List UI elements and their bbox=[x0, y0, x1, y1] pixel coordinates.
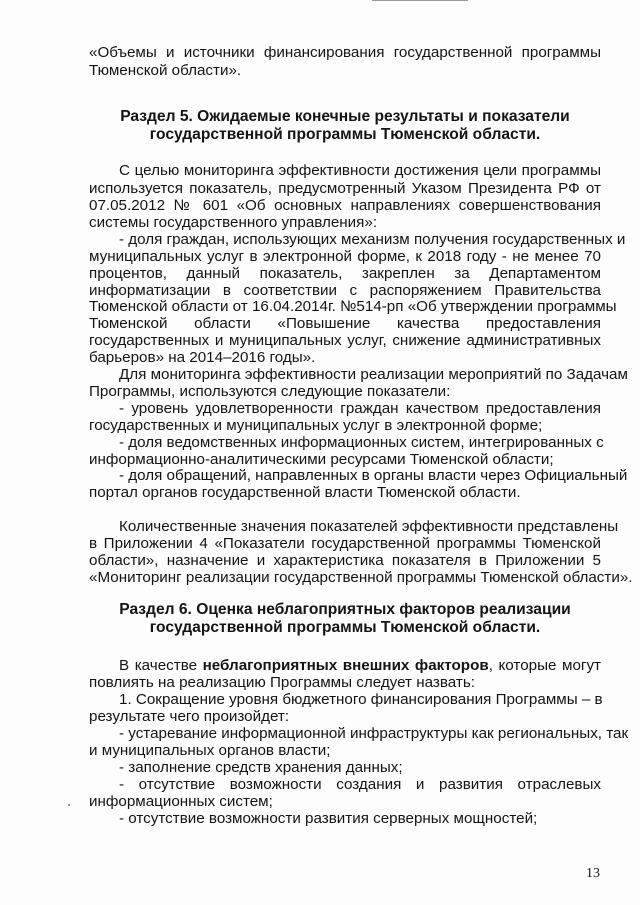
bold-phrase: неблагоприятных внешних факторов bbox=[202, 657, 489, 674]
paragraph-line: С целью мониторинга эффективности достижения цели программы bbox=[119, 162, 601, 179]
intro-line: Тюменской области». bbox=[89, 62, 242, 79]
bullet-line: Тюменской области от 16.04.2014г. №514-рп «Об утверждении программы bbox=[89, 298, 617, 315]
bullet-line: муниципальных услуг в электронной форме, к 2018 году - не менее 70 bbox=[89, 248, 601, 265]
bullet-line: - доля граждан, использующих механизм получения государственных и bbox=[119, 231, 626, 248]
bullet-line: информатизации в соответствии с распоряжением Правительства bbox=[89, 282, 601, 299]
paragraph-line: области», назначение и характеристика показателя в Приложении 5 bbox=[89, 552, 601, 569]
paragraph-line: повлиять на реализацию Программы следует назвать: bbox=[89, 674, 475, 691]
list-item-line: 1. Сокращение уровня бюджетного финансирования Программы – в bbox=[119, 691, 603, 708]
paragraph-line: системы государственного управления»: bbox=[89, 214, 378, 231]
bullet-line: Тюменской области «Повышение качества предоставления bbox=[89, 315, 601, 332]
bullet-line: и муниципальных органов власти; bbox=[89, 742, 331, 759]
bullet-line: информационно-аналитическими ресурсами Тюменской области; bbox=[89, 451, 554, 468]
bullet-line: информационных систем; bbox=[89, 793, 273, 810]
bullet-line: - отсутствие возможности создания и развития отраслевых bbox=[119, 776, 601, 793]
bullet-line: - доля ведомственных информационных систем, интегрированных с bbox=[119, 434, 604, 451]
section5-title: государственной программы Тюменской области. bbox=[149, 126, 541, 143]
section5-title: Раздел 5. Ожидаемые конечные результаты и показатели bbox=[120, 108, 570, 125]
paragraph-line: Количественные значения показателей эффективности представлены bbox=[119, 518, 619, 535]
page-number: 13 bbox=[586, 866, 600, 881]
bullet-line: процентов, данный показатель, закреплен за Департаментом bbox=[89, 265, 601, 282]
scan-speck bbox=[68, 804, 70, 806]
bullet-line: портал органов государственной власти Тюменской области. bbox=[89, 484, 521, 501]
section6-title: Раздел 6. Оценка неблагоприятных факторов реализации bbox=[119, 601, 571, 618]
intro-line: «Объемы и источники финансирования государственной программы bbox=[89, 44, 601, 61]
paragraph-line bbox=[119, 657, 601, 675]
bullet-line: - уровень удовлетворенности граждан качеством предоставления bbox=[119, 400, 601, 417]
bullet-line: - устаревание информационной инфраструктуры как региональных, так bbox=[119, 725, 629, 742]
scan-edge-mark bbox=[372, 0, 468, 1]
bullet-line: - доля обращений, направленных в органы власти через Официальный bbox=[119, 467, 628, 484]
section6-title: государственной программы Тюменской области. bbox=[149, 619, 541, 636]
bullet-line: барьеров» на 2014–2016 годы». bbox=[89, 349, 316, 366]
bullet-line: - отсутствие возможности развития серверных мощностей; bbox=[119, 810, 538, 827]
paragraph-line: 07.05.2012 № 601 «Об основных направлениях совершенствования bbox=[89, 197, 601, 214]
paragraph-line: в Приложении 4 «Показатели государственной программы Тюменской bbox=[89, 535, 601, 552]
text-run: , которые могут bbox=[488, 657, 601, 674]
paragraph-line: «Мониторинг реализации государственной программы Тюменской области». bbox=[89, 569, 633, 586]
bullet-line: государственных и муниципальных услуг, снижение административных bbox=[89, 332, 601, 349]
bullet-line: государственных и муниципальных услуг в электронной форме; bbox=[89, 417, 543, 434]
paragraph-line: Для мониторинга эффективности реализации мероприятий по Задачам bbox=[119, 366, 628, 383]
text-run: В качестве bbox=[119, 657, 203, 674]
paragraph-line: Программы, используются следующие показатели: bbox=[89, 383, 451, 400]
bullet-line: - заполнение средств хранения данных; bbox=[119, 759, 403, 776]
list-item-line: результате чего произойдет: bbox=[89, 708, 290, 725]
paragraph-line: используется показатель, предусмотренный Указом Президента РФ от bbox=[89, 180, 601, 197]
